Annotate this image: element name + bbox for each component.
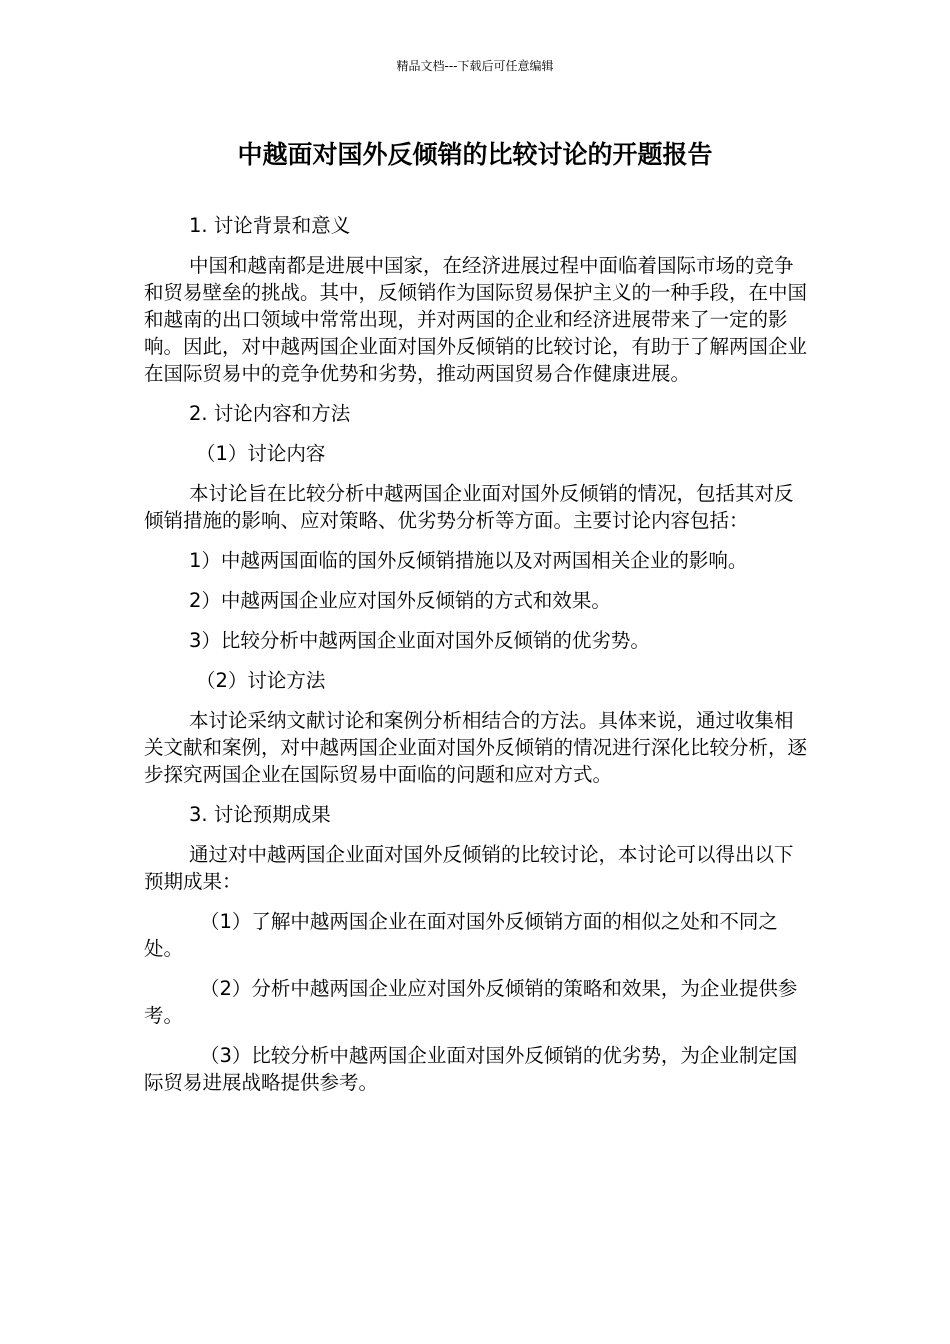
section-3-heading: 3. 讨论预期成果: [189, 803, 331, 826]
section-2-content-paragraph: 本讨论旨在比较分析中越两国企业面对国外反倾销的情况，包括其对反倾销措施的影响、应对策略、优劣势分析等方面。主要讨论内容包括：: [144, 482, 794, 532]
list-item: 1）中越两国面临的国外反倾销措施以及对两国相关企业的影响。: [189, 549, 748, 572]
section-1-heading: 1. 讨论背景和意义: [189, 214, 351, 237]
list-item: 3）比较分析中越两国企业面对国外反倾销的优劣势。: [189, 629, 650, 652]
list-item: （3）比较分析中越两国企业面对国外反倾销的优劣势，为企业制定国际贸易进展战略提供参考。: [144, 1044, 798, 1094]
list-item: 2）中越两国企业应对国外反倾销的方式和效果。: [189, 589, 611, 612]
page-header: 精品文档---下载后可任意编辑: [396, 59, 554, 73]
section-2-heading: 2. 讨论内容和方法: [189, 402, 351, 425]
list-item: （2）分析中越两国企业应对国外反倾销的策略和效果，为企业提供参考。: [144, 977, 798, 1027]
document-body: [144, 212, 808, 1109]
section-3-paragraph: 通过对中越两国企业面对国外反倾销的比较讨论，本讨论可以得出以下预期成果：: [144, 843, 794, 893]
document-title: 中越面对国外反倾销的比较讨论的开题报告: [237, 140, 713, 169]
section-2-subheading-content: （1）讨论内容: [196, 442, 326, 465]
section-2-subheading-method: （2）讨论方法: [196, 669, 326, 692]
section-2-method-paragraph: 本讨论采纳文献讨论和案例分析相结合的方法。具体来说，通过收集相关文献和案例，对中越两国企业面对国外反倾销的情况进行深化比较分析，逐步探究两国企业在国际贸易中面临的问题和应对方式。: [144, 709, 808, 786]
list-item: （1）了解中越两国企业在面对国外反倾销方面的相似之处和不同之处。: [144, 910, 778, 960]
section-1-paragraph: 中国和越南都是进展中国家，在经济进展过程中面临着国际市场的竞争和贸易壁垒的挑战。其中，反倾销作为国际贸易保护主义的一种手段，在中国和越南的出口领域中常常出现，并对两国的企业和经济进展带来了一定的影响。因此，对中越两国企业面对国外反倾销的比较讨论，有助于了解两国企业在国际贸易中的竞争优势和劣势，推动两国贸易合作健康进展。: [144, 254, 808, 385]
